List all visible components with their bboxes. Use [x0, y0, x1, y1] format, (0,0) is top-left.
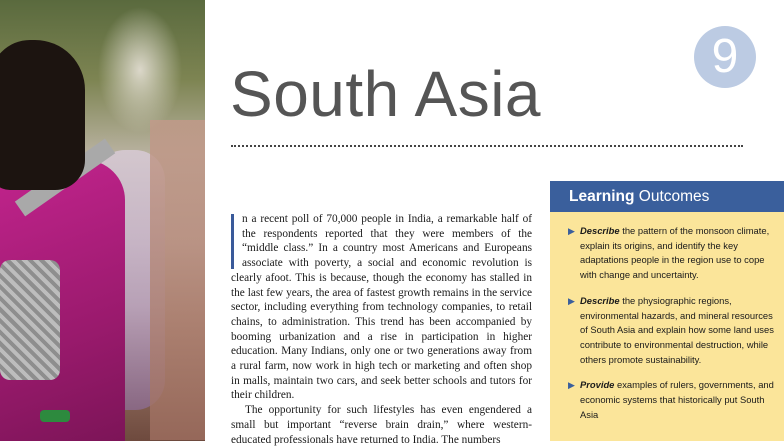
body-text — [231, 212, 532, 447]
photo-handbag — [0, 260, 60, 380]
photo-bracelet — [40, 410, 70, 422]
body-paragraph-1 — [231, 212, 532, 403]
body-paragraph-2: The opportunity for such lifestyles has even engendered a small but important “reverse brain drain,” where western-educated professionals have returned to India. The numbers — [231, 404, 532, 446]
body-paragraph-1-text: n a recent poll of 70,000 people in India, a remarkable half of the respondents reported that they were members of the “middle class.” In a country most Americans and Europeans associate with poverty, a social and economic revolution is clearly afoot. This is because, though the economy has stalled in the last few years, the area of fastest growth remains in the service sector, including everything from technology companies, to retail chains, to administration. This trend has been accompanied by booming urbanization and a rise in participation in higher education. Many Indians, only one or two generations away from a rural farm, now work in high tech or marketing and often shop in malls, maintain two cars, and seek better schools and tutors for their children. — [231, 213, 532, 402]
chapter-number-badge: 9 — [694, 26, 756, 88]
photo-hair — [0, 40, 85, 190]
title-divider — [231, 145, 743, 147]
chapter-opener-photo — [0, 0, 205, 441]
outcome-verb: Provide — [580, 379, 615, 391]
outcome-text: the pattern of the monsoon climate, explain its origins, and identify the key adaptations people in the region use to cope with change and uncertainty. — [580, 225, 770, 281]
outcome-text: the physiographic regions, environmental hazards, and mineral resources of South Asia and explain how some land uses contribute to environmental destruction, while others promote sustainability. — [580, 294, 774, 365]
outcome-verb: Describe — [580, 225, 620, 236]
learning-outcome-item — [568, 294, 774, 368]
learning-outcome-item — [568, 224, 774, 283]
drop-cap-bar — [231, 214, 234, 269]
learning-outcomes-list — [550, 212, 784, 422]
outcome-text: examples of rulers, governments, and economic systems that historically put South Asia — [580, 379, 774, 420]
triangle-right-icon: ▶ — [568, 380, 575, 391]
chapter-title: South Asia — [230, 58, 541, 130]
learning-outcomes-header-bold: Learning — [569, 188, 635, 205]
learning-outcomes-box — [550, 181, 784, 441]
learning-outcome-item — [568, 378, 774, 422]
photo-background-figure — [150, 120, 205, 440]
learning-outcomes-header — [550, 181, 784, 212]
triangle-right-icon: ▶ — [568, 295, 575, 306]
learning-outcomes-header-light: Outcomes — [638, 188, 710, 205]
triangle-right-icon: ▶ — [568, 226, 575, 236]
outcome-verb: Describe — [580, 294, 620, 306]
